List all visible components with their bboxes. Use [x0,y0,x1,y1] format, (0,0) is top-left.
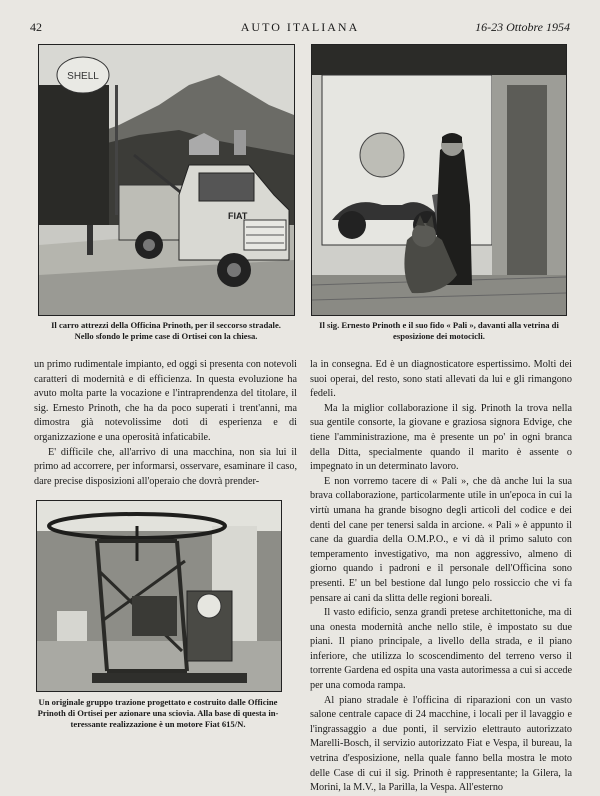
truck-caption: Il carro attrezzi della Officina Prinoth, per il seccorso stradale. Nello sfondo le prime case di Ortisei con la chiesa. [51,320,281,341]
paragraph: Al piano stradale è l'officina di riparazioni con un vasto salone centrale capace di 24 macchine, i locali per il lavaggio e l'ingrassaggio a due ponti, il servizio elettrauto autorizzato Marelli-Bosch, il servizio autorizzato Fiat e Vespa, il bureau, la vetrina d'esposizione, nella quale fanno bella mostra le moto delle Case di cui il sig. Prinoth è rappresentante; la Gilera, la Morini, la M.V., la Parilla, la Vespa. All'esterno [310,694,572,794]
paragraph: E non vorremo tacere di « Pali », che dà anche lui la sua brava collaborazione, particolarmente utile in un'epoca in cui la virtù umana ha grande bisogno degli articoli del codice e dei denti del cane per tenersi salda in arcione. « Pali » è appunto il cane da guardia della O.M.P.O., e vi dà il primo saluto con temperamento investigativo, ma non aggressivo, almeno di giorno quando i padroni e il personale dell'Officina sono presenti. E' un bel bestione dal lungo pelo rossiccio che vi fa pensare ai cani da slitta delle regioni boreali. [310,475,572,604]
paragraph: Ma la miglior collaborazione il sig. Prinoth la trova nella sua gentile consorte, la giovane e graziosa signora Edvige, che tiene l'amministrazione, ma è presente un po' in ogni branca della Ditta, specialmente quando il marito è assente o impegnato in un determinato lavoro. [310,402,572,473]
lift-caption: Un originale gruppo trazione progettato e costruito dalle Officine Prinoth di Ortisei per azionare una sciovia. Alla base di questa in- teressante realizzazione è un motore Fiat 615/N. [37,697,279,729]
issue-date: 16-23 Ottobre 1954 [475,20,570,34]
paragraph: E' difficile che, all'arrivo di una macchina, non sia lui il primo ad accorrere, per informarsi, osservare, esaminare il caso, dare precise disposizioni all'operaio che dovrà prender- [34,446,297,487]
right-text-column [310,358,572,796]
page-header [30,20,570,36]
paragraph: Il vasto edificio, senza grandi pretese architettoniche, ma di una onesta modernità anche nello stile, è impostato su due piani. Il piano principale, a livello della strada, e il piano inferiore, che utilizza lo scoscendimento del terreno verso il torrente Gardena ed ospita una vasta autorimessa a cui si accede per una comoda rampa. [310,607,572,692]
magazine-title: AUTO ITALIANA [240,20,360,34]
paragraph: la in consegna. Ed è un diagnosticatore espertissimo. Molti dei suoi operai, del resto, sono stati allevati da lui e gli rimangono fedeli. [310,359,572,400]
page-number: 42 [30,20,42,34]
tow-truck-photo [38,44,295,316]
left-text-column [34,358,297,489]
ski-lift-drive-photo [36,500,282,692]
fiat-brand-text: FIAT [228,211,248,221]
shell-sign-text: SHELL [67,71,99,82]
dog-photo [311,44,567,316]
paragraph: un primo rudimentale impianto, ed oggi si presenta con notevoli caratteri di modernità e di efficienza. In questa evoluzione ha avuto molta parte la vocazione e l'intraprendenza del titolare, il sig. Ernesto Prinoth, che ha da poco superati i trent'anni, ma dimostra già notevolissime doti di esperienza e di organizzazione e una operosità infaticabile. [34,359,297,443]
dog-caption: Il sig. Ernesto Prinoth e il suo fido « Pali », davanti alla vetrina di esposizione dei motocicli. [319,320,559,341]
